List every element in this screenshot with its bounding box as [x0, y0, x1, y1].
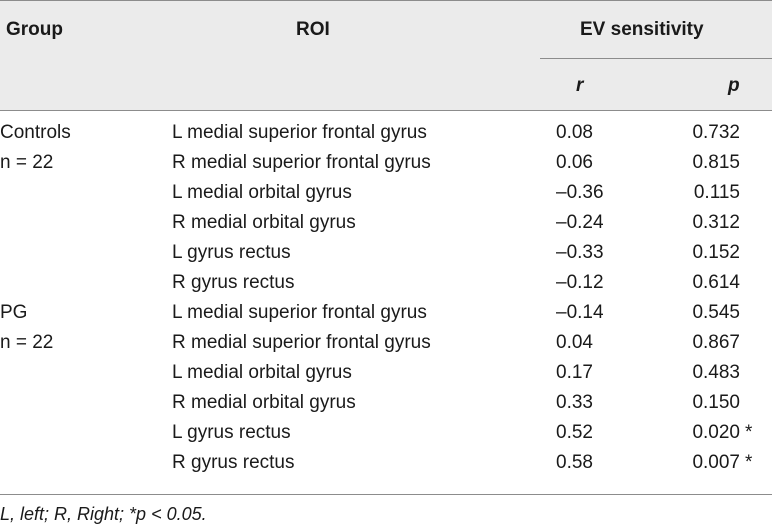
table-row [0, 328, 772, 358]
table-row [0, 448, 772, 478]
r-cell: 0.58 [556, 452, 593, 473]
header-subrule [540, 58, 772, 59]
p-cell: 0.150 [692, 392, 740, 413]
p-cell: 0.815 [692, 152, 740, 173]
table-row [0, 418, 772, 448]
table-row [0, 268, 772, 298]
header-p: p [728, 75, 740, 96]
group-cell: n = 22 [0, 332, 54, 353]
r-cell: 0.17 [556, 362, 593, 383]
roi-cell: L medial orbital gyrus [172, 362, 352, 383]
roi-cell: R medial orbital gyrus [172, 392, 356, 413]
r-cell: –0.24 [556, 212, 604, 233]
p-cell: 0.312 [692, 212, 740, 233]
p-cell: 0.483 [692, 362, 740, 383]
header-ev-sensitivity: EV sensitivity [580, 19, 704, 40]
header-roi: ROI [296, 19, 330, 40]
p-cell: 0.152 [692, 242, 740, 263]
group-cell: Controls [0, 122, 71, 143]
p-cell: 0.020 [692, 422, 740, 443]
table-row [0, 238, 772, 268]
r-cell: –0.33 [556, 242, 604, 263]
p-cell: 0.614 [692, 272, 740, 293]
table-body [0, 111, 772, 495]
r-cell: 0.04 [556, 332, 593, 353]
p-cell: 0.867 [692, 332, 740, 353]
group-cell: PG [0, 302, 28, 323]
p-cell: 0.115 [693, 182, 740, 203]
roi-cell: R medial superior frontal gyrus [172, 152, 431, 173]
group-cell: n = 22 [0, 152, 54, 173]
significance-marker: * [745, 422, 753, 443]
p-cell: 0.732 [692, 122, 740, 143]
significance-marker: * [745, 452, 753, 473]
table-row [0, 178, 772, 208]
table-row [0, 388, 772, 418]
header-group: Group [6, 19, 63, 40]
table-row [0, 148, 772, 178]
p-cell: 0.545 [692, 302, 740, 323]
r-cell: 0.08 [556, 122, 593, 143]
roi-cell: L gyrus rectus [172, 242, 291, 263]
roi-cell: R gyrus rectus [172, 452, 295, 473]
table-row [0, 298, 772, 328]
r-cell: 0.33 [556, 392, 593, 413]
roi-cell: R gyrus rectus [172, 272, 295, 293]
r-cell: –0.14 [556, 302, 604, 323]
r-cell: 0.06 [556, 152, 593, 173]
roi-cell: R medial superior frontal gyrus [172, 332, 431, 353]
table-row [0, 208, 772, 238]
table-row [0, 118, 772, 148]
roi-cell: L medial superior frontal gyrus [172, 122, 427, 143]
table-footnote: L, left; R, Right; *p < 0.05. [0, 504, 207, 524]
p-cell: 0.007 [692, 452, 740, 473]
r-cell: –0.36 [556, 182, 604, 203]
header-r: r [576, 75, 584, 96]
roi-cell: L medial orbital gyrus [172, 182, 352, 203]
r-cell: 0.52 [556, 422, 593, 443]
roi-cell: L medial superior frontal gyrus [172, 302, 427, 323]
r-cell: –0.12 [556, 272, 604, 293]
table-row [0, 358, 772, 388]
roi-cell: R medial orbital gyrus [172, 212, 356, 233]
table-header [0, 0, 772, 111]
roi-cell: L gyrus rectus [172, 422, 291, 443]
